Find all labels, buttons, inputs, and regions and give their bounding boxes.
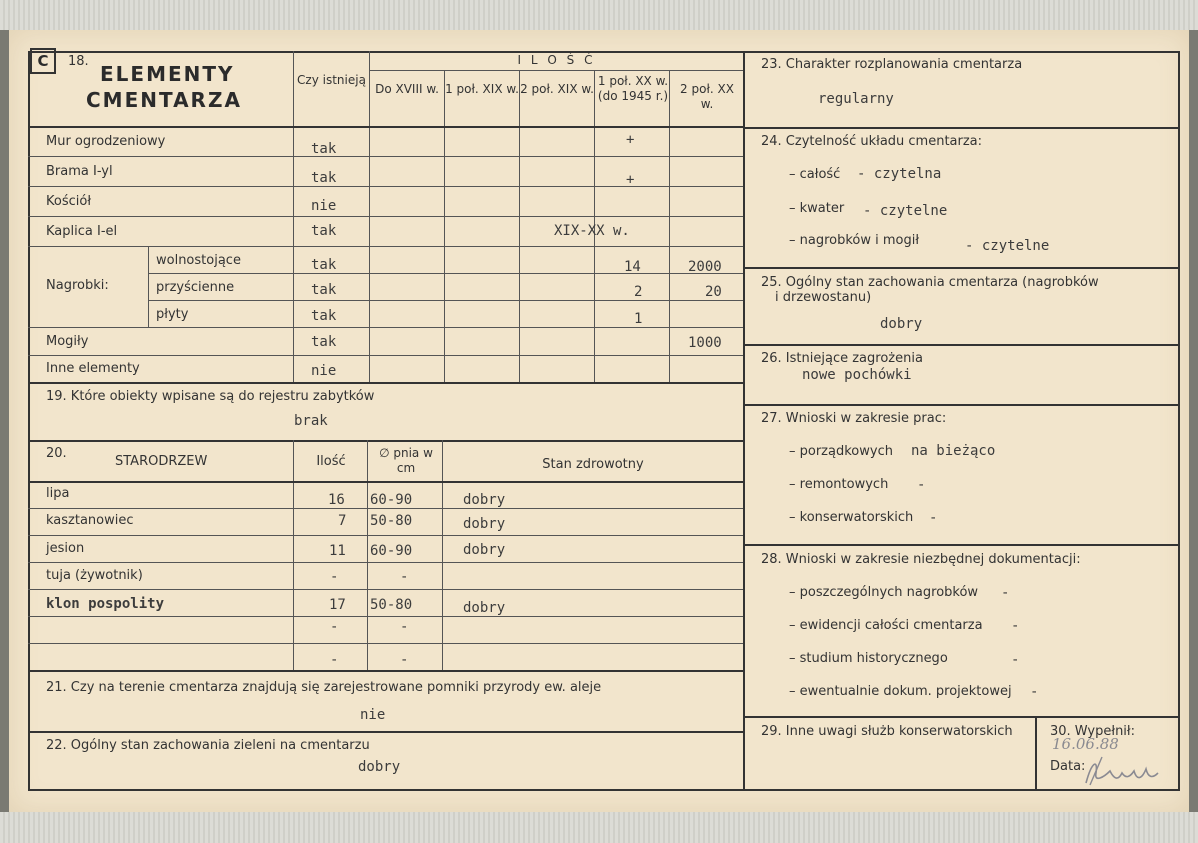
tree-diam: 60-90: [370, 492, 413, 508]
row-line: [28, 355, 743, 356]
period-value: 20: [705, 284, 722, 300]
tree-count: 17: [329, 597, 346, 613]
row-line: [28, 562, 743, 563]
tree-name: lipa: [46, 486, 70, 501]
row-line: [744, 404, 1179, 406]
exists-value: tak: [311, 141, 337, 157]
q30-date-label: Data:: [1050, 759, 1086, 774]
col-line: [293, 440, 294, 670]
row-label: Kaplica I-el: [46, 224, 118, 239]
row-line: [744, 267, 1179, 269]
exists-value: nie: [311, 198, 337, 214]
row-label: Kościół: [46, 194, 92, 209]
tree-diam: -: [400, 569, 409, 585]
exists-value: nie: [311, 363, 337, 379]
q27-item-label: – remontowych: [789, 477, 889, 492]
tree-name: jesion: [46, 541, 85, 556]
row-line: [28, 535, 743, 536]
period-header: 2 poł. XIX w.: [520, 82, 594, 96]
frame-middle: [743, 51, 745, 789]
row-label: wolnostojące: [156, 253, 241, 268]
exists-value: tak: [311, 282, 337, 298]
exists-value: tak: [311, 308, 337, 324]
q24-item-answer: - czytelne: [863, 203, 948, 219]
q27-item-label: – porządkowych: [789, 444, 893, 459]
period-value: 2: [634, 284, 643, 300]
section-18-title-2: CMENTARZA: [86, 88, 242, 112]
q28-item-answer: -: [1011, 652, 1020, 668]
q28-question: 28. Wnioski w zakresie niezbędnej dokumentacji:: [761, 552, 1081, 567]
q25-question-2: i drzewostanu): [775, 290, 872, 305]
col-line: [519, 70, 520, 382]
signature: [1082, 753, 1162, 789]
row-line: [28, 216, 743, 217]
tree-health: dobry: [463, 542, 506, 558]
col-line: [1035, 716, 1037, 789]
tree-name: tuja (żywotnik): [46, 568, 143, 583]
q20-number: 20.: [46, 446, 67, 461]
q28-item-answer: -: [1011, 618, 1020, 634]
tree-diam: -: [400, 619, 409, 635]
col-quantity-header: I L O Ś Ć: [517, 53, 596, 67]
frame-right: [1178, 51, 1180, 789]
period-value: 14: [624, 259, 641, 275]
section-18-title-1: ELEMENTY: [100, 62, 235, 86]
section-18-number: 18.: [68, 54, 89, 69]
tree-diam: 50-80: [370, 513, 413, 529]
q24-item-label: – kwater: [789, 201, 845, 216]
q28-item-label: – studium historycznego: [789, 651, 948, 666]
exists-value: tak: [311, 257, 337, 273]
q21-answer: nie: [360, 707, 386, 723]
tree-diam: -: [400, 652, 409, 668]
tree-health: dobry: [463, 516, 506, 532]
frame-bottom-left: [28, 789, 744, 791]
exists-value: tak: [311, 170, 337, 186]
q29-question: 29. Inne uwagi służb konserwatorskich: [761, 724, 1013, 739]
q22-question: 22. Ogólny stan zachowania zieleni na cmentarzu: [46, 738, 370, 753]
q24-item-answer: - czytelna: [857, 166, 942, 182]
tree-health: dobry: [463, 600, 506, 616]
row-line: [744, 716, 1179, 718]
q22-answer: dobry: [358, 759, 401, 775]
tree-name: klon pospolity: [46, 596, 165, 612]
row-line: [148, 273, 743, 274]
q19-question: 19. Które obiekty wpisane są do rejestru zabytków: [46, 389, 375, 404]
row-line: [28, 670, 743, 672]
row-line: [744, 544, 1179, 546]
col-line: [669, 70, 670, 382]
tree-count: -: [330, 652, 339, 668]
col-line: [444, 70, 445, 382]
q23-answer: regularny: [818, 91, 894, 107]
period-value: 2000: [688, 259, 722, 275]
q24-question: 24. Czytelność układu cmentarza:: [761, 134, 983, 149]
row-line: [28, 186, 743, 187]
row-line: [28, 156, 743, 157]
tree-name: kasztanowiec: [46, 513, 134, 528]
row-label: Mogiły: [46, 334, 89, 349]
tree-health: dobry: [463, 492, 506, 508]
row-line: [28, 246, 743, 247]
frame-bottom-right: [744, 789, 1180, 791]
period-value: +: [626, 172, 635, 188]
row-line: [28, 481, 743, 483]
section-letter-box: C: [30, 48, 56, 74]
q20-col-diam: ∅ pnia w cm: [379, 446, 433, 475]
q28-item-answer: -: [1030, 684, 1039, 700]
tree-count: 16: [328, 492, 345, 508]
period-value: 1: [634, 311, 643, 327]
period-header: Do XVIII w.: [375, 82, 439, 96]
row-line: [744, 127, 1179, 129]
period-span-value: XIX-XX w.: [554, 223, 630, 239]
exists-value: tak: [311, 223, 337, 239]
q27-item-answer: -: [929, 510, 938, 526]
q24-item-label: – nagrobków i mogił: [789, 233, 920, 248]
row-line: [28, 327, 743, 328]
tree-count: -: [330, 619, 339, 635]
q28-item-label: – poszczególnych nagrobków: [789, 585, 979, 600]
q20-col-health: Stan zdrowotny: [542, 457, 644, 472]
q27-question: 27. Wnioski w zakresie prac:: [761, 411, 947, 426]
col-exists-header: Czy istnieją: [297, 73, 366, 87]
tree-count: 7: [338, 513, 347, 529]
q30-date-value: 16.06.88: [1052, 735, 1119, 753]
period-value: 1000: [688, 335, 722, 351]
q28-item-answer: -: [1001, 585, 1010, 601]
row-label: płyty: [156, 307, 189, 322]
q27-item-label: – konserwatorskich: [789, 510, 914, 525]
q24-item-label: – całość: [789, 167, 841, 182]
q28-item-label: – ewentualnie dokum. projektowej: [789, 684, 1012, 699]
tree-count: 11: [329, 543, 346, 559]
q20-col-count: Ilość: [316, 454, 346, 469]
row-line: [744, 344, 1179, 346]
q26-answer: nowe pochówki: [802, 367, 912, 383]
row-line: [369, 70, 743, 71]
period-value: +: [626, 132, 635, 148]
tape-top: [0, 0, 1198, 30]
row-line: [28, 643, 743, 644]
row-line: [28, 440, 743, 442]
col-line: [148, 246, 149, 327]
q21-question: 21. Czy na terenie cmentarza znajdują się zarejestrowane pomniki przyrody ew. aleje: [46, 680, 602, 695]
q26-question: 26. Istniejące zagrożenia: [761, 351, 923, 366]
row-line: [28, 616, 743, 617]
row-line: [28, 589, 743, 590]
q25-question-1: 25. Ogólny stan zachowania cmentarza (nagrobków: [761, 275, 1099, 290]
q20-title: STARODRZEW: [115, 454, 208, 469]
q27-item-answer: -: [917, 477, 926, 493]
row-label: przyścienne: [156, 280, 235, 295]
row-line: [28, 508, 743, 509]
q30-question: 30. Wypełnił:: [1050, 724, 1135, 739]
col-line: [367, 440, 368, 670]
tree-diam: 60-90: [370, 543, 413, 559]
col-line: [442, 440, 443, 670]
row-line: [28, 382, 743, 384]
row-label: Brama I-yl: [46, 164, 113, 179]
tree-count: -: [330, 569, 339, 585]
tape-bottom: [0, 812, 1198, 843]
row-line: [28, 731, 743, 733]
period-header: 1 poł. XIX w.: [445, 82, 519, 96]
row-label: Inne elementy: [46, 361, 140, 376]
q28-item-label: – ewidencji całości cmentarza: [789, 618, 983, 633]
q25-answer: dobry: [880, 316, 923, 332]
q27-item-answer: na bieżąco: [911, 443, 996, 459]
tree-diam: 50-80: [370, 597, 413, 613]
frame-left: [28, 51, 30, 789]
exists-value: tak: [311, 334, 337, 350]
row-line: [148, 300, 743, 301]
row-label: Mur ogrodzeniowy: [46, 134, 166, 149]
q24-item-answer: - czytelne: [965, 238, 1050, 254]
q19-answer: brak: [294, 413, 328, 429]
row-line: [28, 126, 743, 128]
q23-question: 23. Charakter rozplanowania cmentarza: [761, 57, 1023, 72]
period-header: 2 poł. XX w.: [680, 82, 734, 111]
period-header: 1 poł. XX w. (do 1945 r.): [597, 74, 669, 103]
nagrobki-label: Nagrobki:: [46, 278, 109, 293]
